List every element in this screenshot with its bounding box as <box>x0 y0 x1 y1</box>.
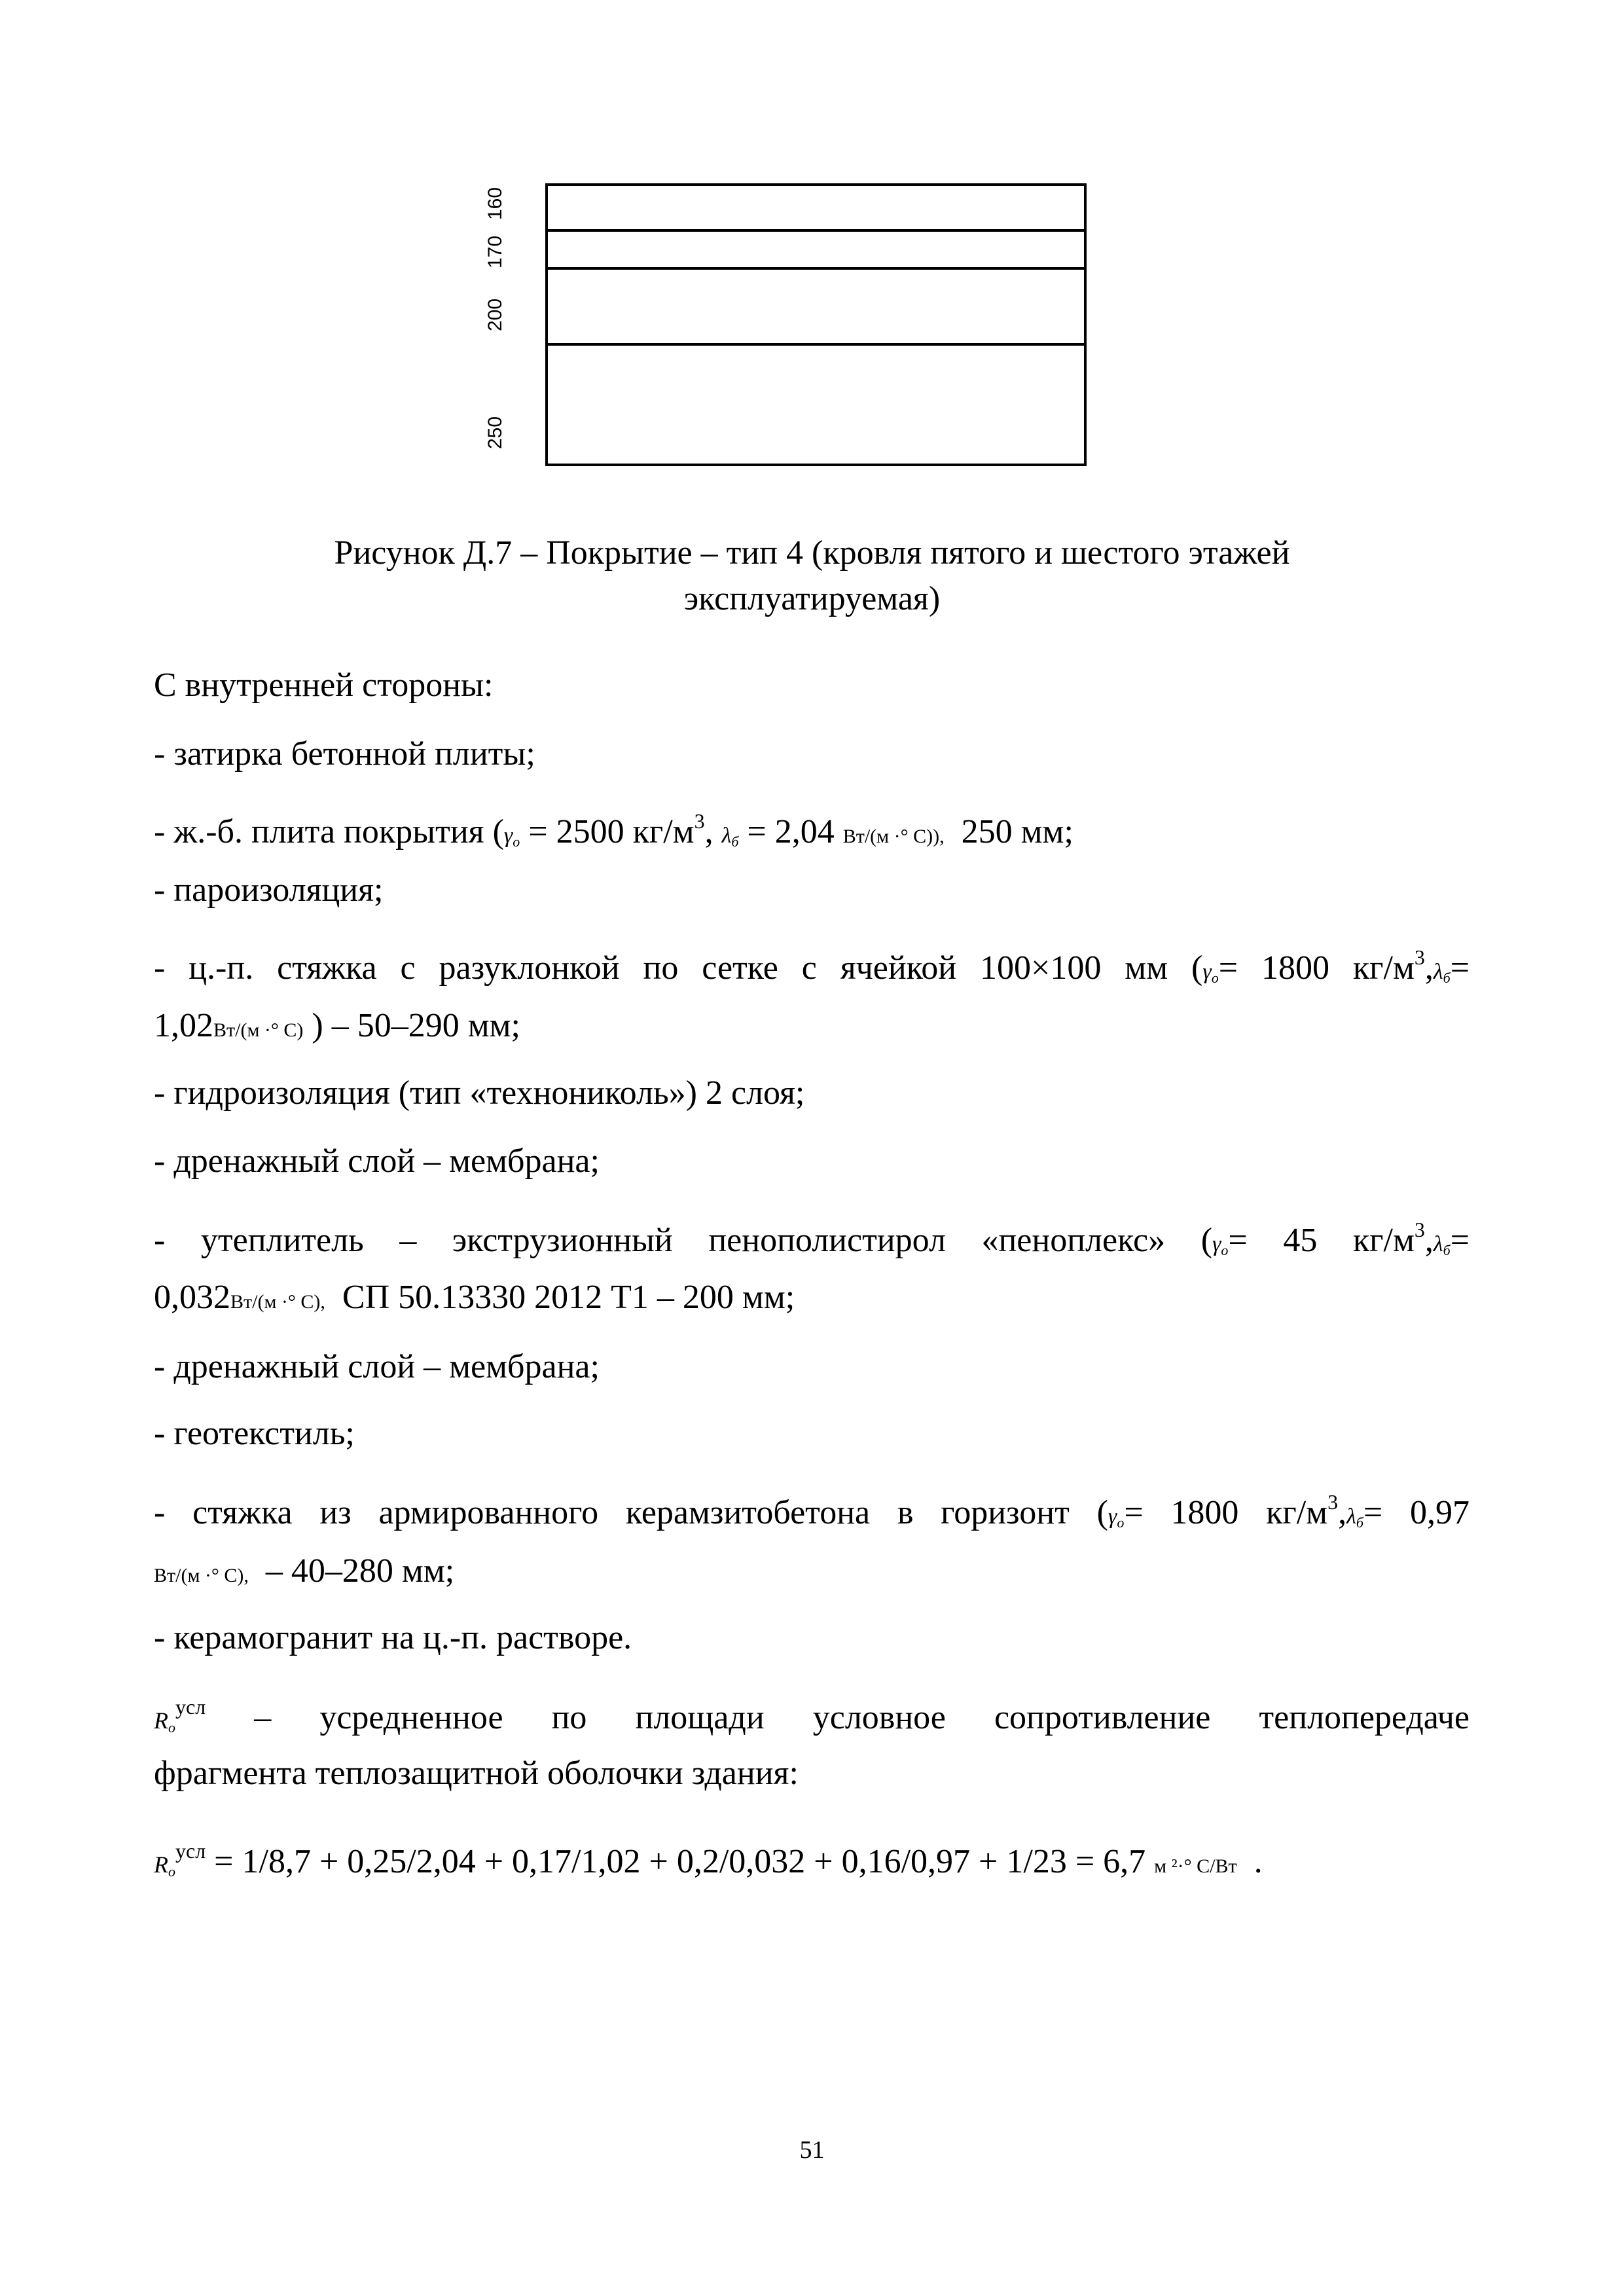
formula: $R_о^{усл} = 1/8,7 + 0,25/2,04 + 0,17/1,02 + 0,2/0,032 + 0,16/0,97 + 1/23 = 6,7$ м ²·° С/Вт . <box>154 1839 1263 1880</box>
figure-caption: Рисунок Д.7 – Покрытие – тип 4 (кровля пятого и шестого этажей эксплуатируемая) <box>334 534 1290 617</box>
list-item-cont: 1,02Вт/(м ·° С) ) – 50–290 мм; <box>154 1007 520 1044</box>
layer-divider <box>548 343 1084 346</box>
roof-section-figure <box>484 178 1100 479</box>
list-item: - гидроизоляция (тип «технониколь») 2 слоя; <box>154 1074 805 1112</box>
list-item: - керамогранит на ц.-п. растворе. <box>154 1619 632 1656</box>
list-item: - утеплитель – экструзионный пенополистирол «пеноплекс» ($\gamma_о= 45$ $кг/м^3,\lambda_б=$ <box>154 1218 1470 1259</box>
list-item: - ц.-п. стяжка с разуклонкой по сетке с ячейкой 100×100 мм ($\gamma_о= 1800$ $кг/м^3,\lambda_б=$ <box>154 945 1470 987</box>
dim-label: 160 <box>484 187 507 221</box>
paragraph: $R_о^{усл}$ – усредненное по площади условное сопротивление теплопередаче <box>154 1695 1470 1736</box>
paragraph: С внутренней стороны: <box>154 666 494 704</box>
list-item: - затирка бетонной плиты; <box>154 735 535 773</box>
list-item: - дренажный слой – мембрана; <box>154 1142 600 1180</box>
list-item: - стяжка из армированного керамзитобетона в горизонт ($\gamma_о= 1800$ $кг/м^3,\lambda_б= 0,97$ <box>154 1490 1470 1531</box>
list-item: - пароизоляция; <box>154 871 384 909</box>
list-item-cont: 0,032Вт/(м ·° С), СП 50.13330 2012 Т1 – 200 мм; <box>154 1279 795 1316</box>
page-number: 51 <box>799 2136 825 2164</box>
dim-label: 200 <box>484 298 507 332</box>
dim-label: 250 <box>484 416 507 450</box>
list-item: - дренажный слой – мембрана; <box>154 1348 600 1385</box>
dim-label: 170 <box>484 235 507 269</box>
paragraph: фрагмента теплозащитной оболочки здания: <box>154 1755 799 1792</box>
list-item-cont: Вт/(м ·° С), – 40–280 мм; <box>154 1552 455 1590</box>
layer-divider <box>548 267 1084 270</box>
layer-diagram <box>545 183 1087 466</box>
layer-divider <box>548 229 1084 232</box>
list-item: - геотекстиль; <box>154 1415 355 1452</box>
list-item: - ж.-б. плита покрытия ($\gamma_о = 2500$ $кг/м^3$, $\lambda_б = 2,04$ Вт/(м ·° С)), 250 мм; <box>154 809 1074 850</box>
